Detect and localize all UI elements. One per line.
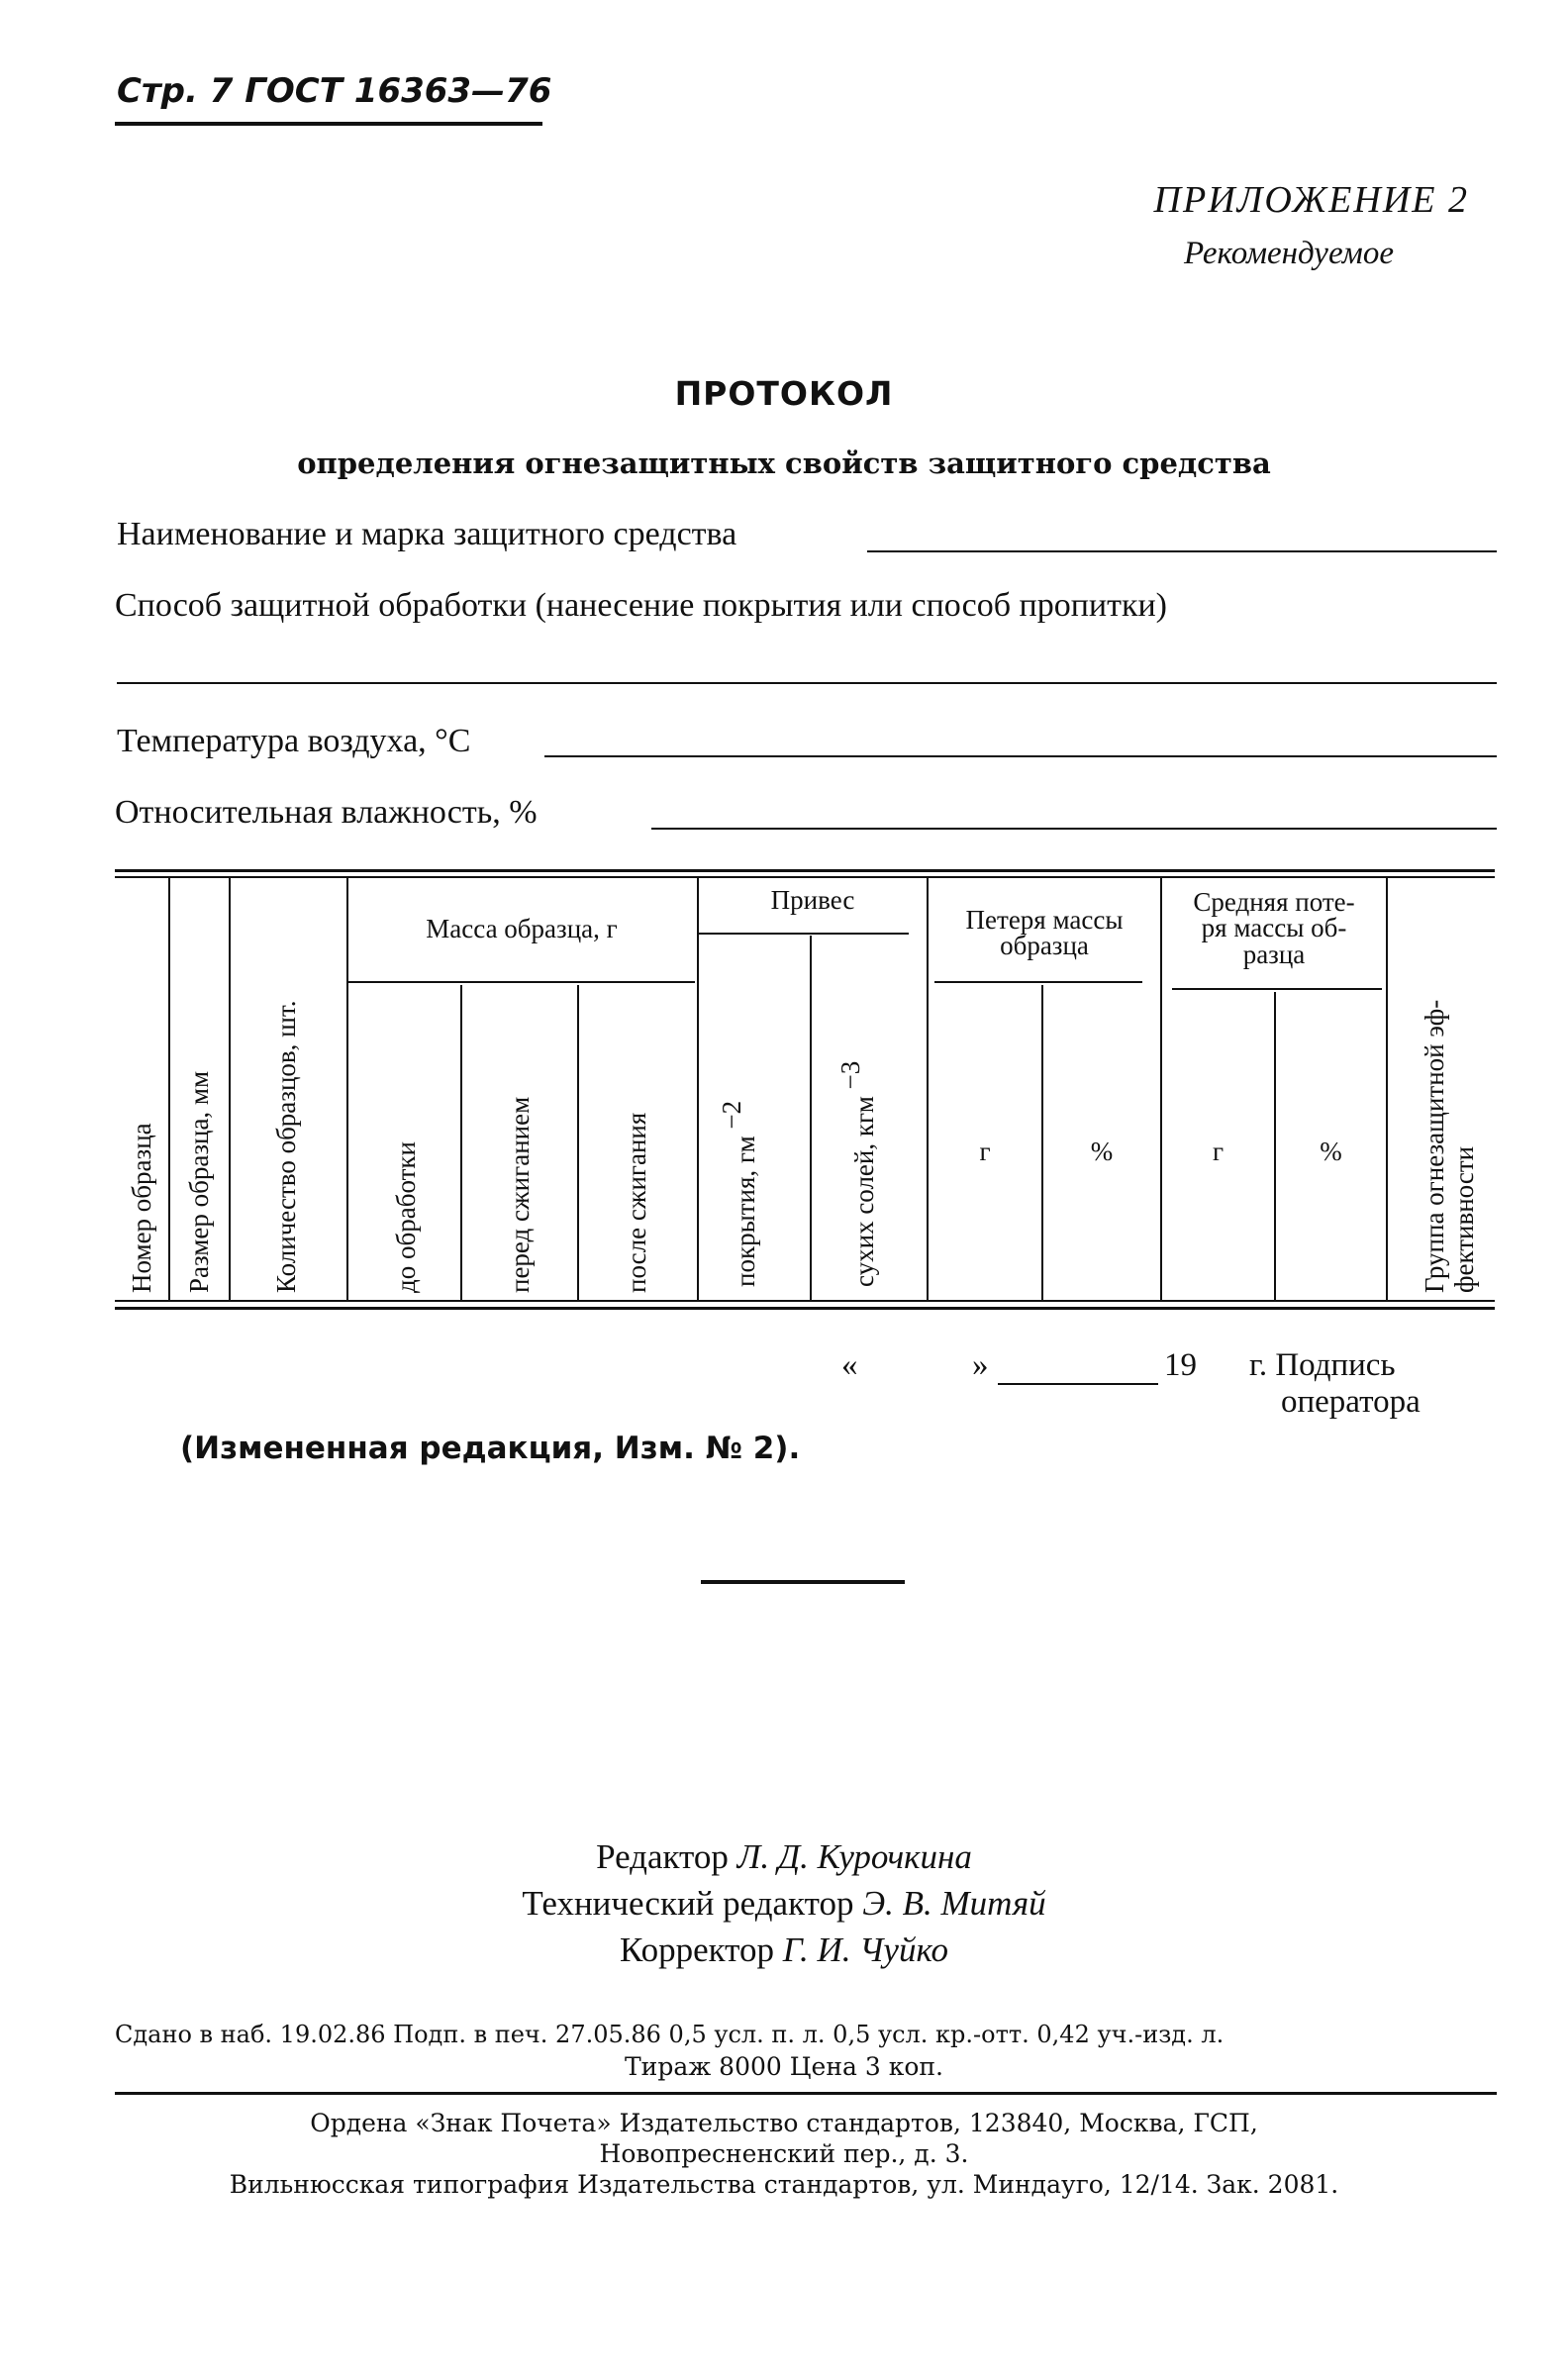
header-group-loss-line2: образца: [1000, 931, 1089, 960]
date-year: 19: [1164, 1347, 1197, 1383]
imprint-line3: Ордена «Знак Почета» Издательство стандартов, 123840, Москва, ГСП,: [310, 2109, 1258, 2137]
credit-corrector-role: Корректор: [619, 1930, 774, 1969]
table-subcolumn-divider: [810, 936, 812, 1300]
imprint-line2: Тираж 8000 Цена 3 коп.: [624, 2052, 943, 2081]
header-loss-pct: %: [1090, 1137, 1114, 1166]
gain-salts-label: сухих солей, кгм: [849, 1096, 879, 1287]
table-top-rule: [115, 869, 1495, 872]
header-mass-post-burn: после сжигания: [622, 1112, 651, 1293]
table-column-divider: [229, 878, 231, 1300]
page-reference: Стр. 7 ГОСТ 16363—76: [117, 71, 552, 111]
credit-tech-role: Технический редактор: [522, 1884, 854, 1923]
method-field[interactable]: [117, 682, 1497, 684]
header-sample-number: Номер образца: [127, 1123, 156, 1293]
header-group-gain: Привес: [770, 885, 855, 915]
imprint-line5: Вильнюсская типография Издательства стандартов, ул. Миндауго, 12/14. Зак. 2081.: [229, 2170, 1339, 2199]
header-sample-size: Размер образца, мм: [184, 1070, 214, 1293]
header-group-avg-line3: разца: [1242, 940, 1306, 969]
appendix-subtitle: Рекомендуемое: [1183, 236, 1394, 271]
gain-coating-exponent: −2: [717, 1100, 746, 1130]
date-quote-open: «: [841, 1347, 858, 1383]
group-underline: [699, 933, 909, 935]
header-loss-g: г: [979, 1137, 991, 1166]
credit-editor: [0, 1837, 1568, 1877]
header-gain-coating: [717, 1100, 761, 1287]
method-label: Способ защитной обработки (нанесение покрытия или способ пропитки): [115, 587, 1167, 624]
protocol-title: ПРОТОКОЛ: [674, 374, 894, 413]
header-gain-salts: [835, 1060, 880, 1287]
header-fire-group-line2: фективности: [1449, 1145, 1479, 1293]
header-group-avg-line2: ря массы об-: [1201, 913, 1347, 942]
table-column-divider: [1386, 878, 1388, 1300]
appendix-title: ПРИЛОЖЕНИЕ 2: [1153, 179, 1469, 221]
header-group-loss-line1: Петеря массы: [965, 905, 1124, 935]
protocol-subtitle: определения огнезащитных свойств защитного средства: [297, 446, 1271, 480]
signature-label: г. Подпись: [1249, 1347, 1396, 1383]
credit-corrector-name: Г. И. Чуйко: [782, 1930, 948, 1969]
credit-editor-role: Редактор: [596, 1837, 729, 1876]
header-rule: [115, 122, 542, 126]
table-subcolumn-divider: [577, 985, 579, 1300]
imprint-line1: Сдано в наб. 19.02.86 Подп. в печ. 27.05.86 0,5 усл. п. л. 0,5 усл. кр.-отт. 0,42 уч.-изд. л.: [115, 2021, 1225, 2048]
humidity-field[interactable]: [651, 828, 1497, 830]
header-group-avg-line1: Средняя поте-: [1193, 887, 1355, 917]
credit-tech-editor: [0, 1884, 1568, 1924]
temp-field[interactable]: [544, 755, 1497, 757]
table-bottom-rule: [115, 1300, 1495, 1302]
header-avg-pct: %: [1320, 1137, 1342, 1166]
table-column-divider: [168, 878, 170, 1300]
table-subcolumn-divider: [460, 985, 462, 1300]
credit-corrector: [0, 1930, 1568, 1970]
header-mass-pre-burn: перед сжиганием: [505, 1096, 535, 1293]
edition-note: (Измененная редакция, Изм. № 2).: [180, 1431, 801, 1466]
temp-label: Температура воздуха, °С: [117, 723, 471, 759]
table-column-divider: [697, 878, 699, 1300]
name-field[interactable]: [867, 550, 1497, 552]
header-fire-group-line1: Группа огнезащитной эф-: [1420, 999, 1449, 1293]
name-label: Наименование и марка защитного средства: [117, 516, 737, 552]
section-divider: [701, 1580, 905, 1584]
signature-role: оператора: [1281, 1384, 1421, 1420]
date-quote-close: »: [972, 1347, 989, 1383]
credit-tech-name: Э. В. Митяй: [862, 1884, 1046, 1923]
header-mass-before: до обработки: [391, 1141, 421, 1293]
imprint-rule: [115, 2092, 1497, 2095]
group-underline: [1172, 988, 1382, 990]
group-underline: [934, 981, 1142, 983]
credit-editor-name: Л. Д. Курочкина: [736, 1837, 972, 1876]
table-top-rule: [115, 876, 1495, 878]
date-field[interactable]: [998, 1383, 1158, 1385]
header-group-mass: Масса образца, г: [426, 914, 618, 943]
group-underline: [348, 981, 695, 983]
header-sample-count: Количество образцов, шт.: [271, 1000, 301, 1293]
table-bottom-rule: [115, 1307, 1495, 1310]
imprint-line4: Новопресненский пер., д. 3.: [599, 2139, 969, 2168]
gain-salts-exponent: −3: [835, 1060, 865, 1090]
header-avg-g: г: [1212, 1137, 1225, 1166]
humidity-label: Относительная влажность, %: [115, 794, 538, 831]
gain-coating-label: покрытия, гм: [731, 1136, 760, 1287]
